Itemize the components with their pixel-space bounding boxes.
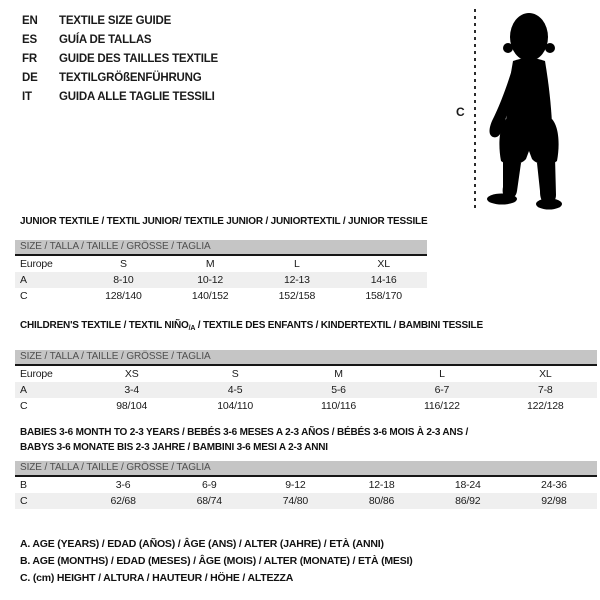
language-text: GUIDE DES TAILLES TEXTILE	[59, 53, 218, 65]
table-cell: 140/152	[191, 290, 229, 302]
table-cell: M	[334, 368, 343, 380]
note-age-months: B. AGE (MONTHS) / EDAD (MESES) / ÂGE (MOIS) / ALTER (MONATE) / ETÀ (MESI)	[20, 555, 413, 567]
table-cell: 3-4	[124, 384, 139, 396]
table-cell: 86/92	[455, 495, 481, 507]
row-label: B	[20, 479, 27, 491]
table-cell: 62/68	[110, 495, 136, 507]
language-code: ES	[22, 34, 37, 46]
table-cell: 6-7	[434, 384, 450, 396]
language-text: TEXTILGRÖßENFÜHRUNG	[59, 72, 202, 84]
table-cell: 110/116	[320, 400, 356, 412]
title-prefix: CHILDREN'S TEXTILE / TEXTIL NIÑO	[20, 320, 189, 331]
table-cell: 74/80	[282, 495, 309, 507]
table-row-age	[15, 272, 427, 288]
table-cell: 10-12	[197, 274, 224, 286]
row-label: A	[20, 274, 27, 286]
legend-notes	[20, 536, 413, 587]
table-cell: 18-24	[454, 479, 481, 491]
language-code: IT	[22, 91, 32, 103]
table-cell: 12-18	[368, 479, 395, 491]
table-cell: 9-12	[285, 479, 306, 491]
table-row-height	[15, 493, 597, 509]
table-cell: 80/86	[368, 495, 395, 507]
language-row	[22, 12, 218, 31]
table-cell: 92/98	[541, 495, 567, 507]
table-cell: 122/128	[527, 400, 564, 412]
row-label: C	[20, 290, 28, 302]
table-cell: 24-36	[540, 479, 567, 491]
table-cell: 152/158	[278, 290, 316, 302]
table-cell: 128/140	[105, 290, 142, 302]
table-row-height	[15, 288, 427, 304]
language-text: TEXTILE SIZE GUIDE	[59, 15, 172, 27]
table-row-height	[15, 398, 597, 414]
table-row-months	[15, 477, 597, 493]
table-cell: L	[439, 368, 445, 380]
row-label: C	[20, 400, 28, 412]
language-text: GUIDA ALLE TAGLIE TESSILI	[59, 91, 215, 103]
baby-silhouette-icon	[479, 5, 595, 213]
note-height-cm: C. (cm) HEIGHT / ALTURA / HAUTEUR / HÖHE / ALTEZZA	[20, 572, 294, 584]
table-row-age	[15, 382, 597, 398]
row-label: C	[20, 495, 28, 507]
childrens-table-title	[20, 320, 597, 335]
language-code: FR	[22, 53, 37, 65]
language-text: GUÍA DE TALLAS	[59, 34, 152, 46]
table-cell: M	[205, 258, 215, 270]
table-cell: L	[294, 258, 300, 270]
title-line-2: BABYS 3-6 MONATE BIS 2-3 JAHRE / BAMBINI 3-6 MESI A 2-3 ANNI	[20, 442, 328, 453]
table-cell: XL	[377, 258, 390, 270]
table-row-europe	[15, 366, 597, 382]
size-header-bar: SIZE / TALLA / TAILLE / GRÖSSE / TAGLIA	[15, 461, 597, 475]
babies-textile-table	[15, 425, 597, 509]
language-row	[22, 69, 218, 88]
table-cell: 8-10	[113, 274, 134, 286]
table-cell: 98/104	[116, 400, 148, 412]
table-cell: S	[119, 258, 127, 270]
height-dashed-line	[474, 9, 476, 211]
table-cell: 6-9	[201, 479, 217, 491]
baby-figure	[455, 5, 597, 217]
size-header-bar: SIZE / TALLA / TAILLE / GRÖSSE / TAGLIA	[15, 240, 427, 254]
row-label: Europe	[20, 368, 53, 380]
table-cell: 3-6	[115, 479, 131, 491]
table-cell: XS	[124, 368, 139, 380]
note-age-years: A. AGE (YEARS) / EDAD (AÑOS) / ÂGE (ANS) / ALTER (JAHRE) / ETÀ (ANNI)	[20, 538, 384, 550]
language-row	[22, 88, 218, 107]
table-cell: XL	[539, 368, 552, 380]
table-cell: 158/170	[365, 290, 402, 302]
row-label: Europe	[20, 258, 53, 270]
table-cell: 12-13	[283, 274, 310, 286]
junior-table-title: JUNIOR TEXTILE / TEXTIL JUNIOR/ TEXTILE JUNIOR / JUNIORTEXTIL / JUNIOR TESSILE	[20, 216, 428, 227]
junior-textile-table	[15, 216, 427, 304]
babies-table-title	[20, 425, 597, 455]
table-cell: 68/74	[196, 495, 222, 507]
table-cell: 5-6	[331, 384, 346, 396]
language-row	[22, 50, 218, 69]
size-header-bar: SIZE / TALLA / TAILLE / GRÖSSE / TAGLIA	[15, 350, 597, 364]
title-subscript: /A	[188, 325, 196, 332]
table-row-europe	[15, 256, 427, 272]
height-label-c: C	[456, 105, 465, 119]
row-label: A	[20, 384, 27, 396]
table-cell: 4-5	[227, 384, 243, 396]
title-suffix: / TEXTILE DES ENFANTS / KINDERTEXTIL / BAMBINI TESSILE	[195, 320, 483, 331]
language-code: EN	[22, 15, 38, 27]
language-code: DE	[22, 72, 38, 84]
table-cell: 116/122	[424, 400, 460, 412]
title-line-1: BABIES 3-6 MONTH TO 2-3 YEARS / BEBÉS 3-6 MESES A 2-3 AÑOS / BÉBÉS 3-6 MOIS À 2-3 ANS /	[20, 427, 469, 438]
language-row	[22, 31, 218, 50]
table-cell: 7-8	[538, 384, 553, 396]
table-cell: 14-16	[370, 274, 397, 286]
table-cell: 104/110	[217, 400, 253, 412]
language-list	[22, 12, 218, 107]
childrens-textile-table	[15, 320, 597, 414]
table-cell: S	[231, 368, 239, 380]
